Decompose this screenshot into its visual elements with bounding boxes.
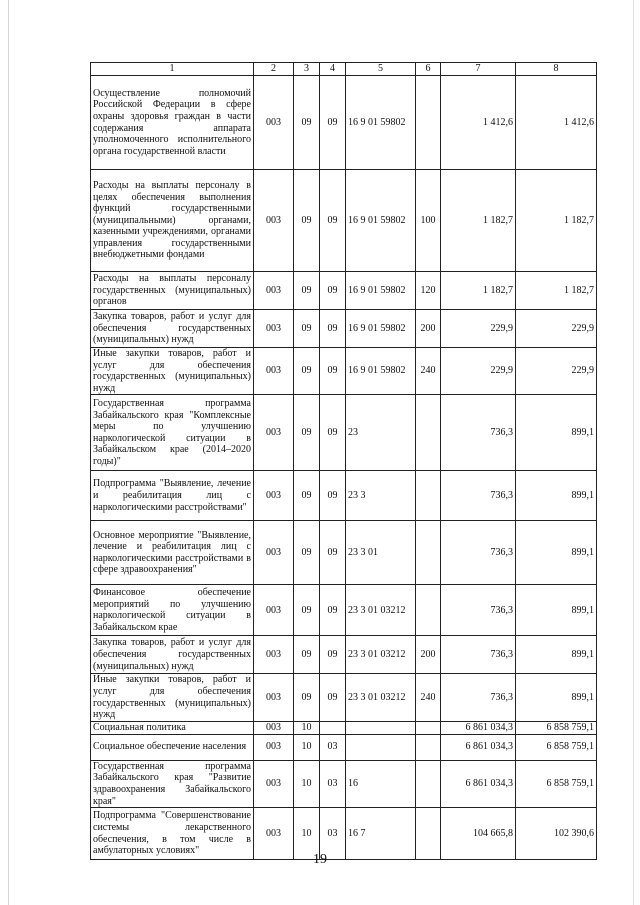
row-amount-2: 1 412,6 xyxy=(516,76,597,170)
row-target-article: 23 3 01 xyxy=(346,521,416,585)
table-row xyxy=(91,521,597,585)
row-code: 003 xyxy=(254,808,294,860)
table-row xyxy=(91,272,597,310)
row-subsection: 09 xyxy=(320,170,346,272)
table-row xyxy=(91,76,597,170)
row-code: 003 xyxy=(254,636,294,674)
row-expense-type xyxy=(416,76,441,170)
row-expense-type: 240 xyxy=(416,348,441,395)
row-target-article: 23 xyxy=(346,395,416,471)
row-amount-2: 899,1 xyxy=(516,521,597,585)
row-subsection: 09 xyxy=(320,636,346,674)
row-name: Подпрограмма "Выявление, лечение и реабилитация лиц с наркологическими расстройствами" xyxy=(91,471,254,521)
table-row xyxy=(91,395,597,471)
table-row xyxy=(91,636,597,674)
table-row xyxy=(91,170,597,272)
header-cell-2: 2 xyxy=(254,63,294,76)
row-section: 09 xyxy=(294,395,320,471)
row-name: Государственная программа Забайкальского края "Развитие здравоохранения Забайкальского края" xyxy=(91,760,254,807)
row-target-article: 23 3 01 03212 xyxy=(346,636,416,674)
row-section: 09 xyxy=(294,636,320,674)
header-cell-5: 5 xyxy=(346,63,416,76)
header-cell-4: 4 xyxy=(320,63,346,76)
header-cell-8: 8 xyxy=(516,63,597,76)
table-row xyxy=(91,734,597,760)
row-amount-2: 229,9 xyxy=(516,348,597,395)
table-row xyxy=(91,721,597,734)
row-section: 09 xyxy=(294,310,320,348)
row-amount-2: 102 390,6 xyxy=(516,808,597,860)
table-row xyxy=(91,674,597,721)
row-target-article: 23 3 01 03212 xyxy=(346,674,416,721)
row-name: Социальная политика xyxy=(91,721,254,734)
table-row xyxy=(91,348,597,395)
table-header-row xyxy=(91,63,597,76)
row-name: Закупка товаров, работ и услуг для обеспечения государственных (муниципальных) нужд xyxy=(91,636,254,674)
row-code: 003 xyxy=(254,170,294,272)
row-expense-type xyxy=(416,734,441,760)
row-name: Государственная программа Забайкальского края "Комплексные меры по улучшению наркологической ситуации в Забайкальском крае (2014–2020 годы)" xyxy=(91,395,254,471)
row-section: 09 xyxy=(294,674,320,721)
row-name: Иные закупки товаров, работ и услуг для обеспечения государственных (муниципальных) нужд xyxy=(91,348,254,395)
row-section: 09 xyxy=(294,585,320,636)
page-edge-right xyxy=(633,0,634,905)
header-cell-7: 7 xyxy=(441,63,516,76)
row-amount-2: 6 858 759,1 xyxy=(516,721,597,734)
row-subsection: 09 xyxy=(320,310,346,348)
row-subsection: 03 xyxy=(320,760,346,807)
row-subsection: 09 xyxy=(320,674,346,721)
row-code: 003 xyxy=(254,760,294,807)
row-amount-1: 736,3 xyxy=(441,395,516,471)
row-code: 003 xyxy=(254,348,294,395)
table-row xyxy=(91,585,597,636)
row-section: 09 xyxy=(294,76,320,170)
row-amount-2: 6 858 759,1 xyxy=(516,734,597,760)
row-target-article: 16 xyxy=(346,760,416,807)
row-target-article: 23 3 01 03212 xyxy=(346,585,416,636)
row-target-article xyxy=(346,734,416,760)
row-name: Закупка товаров, работ и услуг для обеспечения государственных (муниципальных) нужд xyxy=(91,310,254,348)
row-section: 10 xyxy=(294,721,320,734)
row-subsection: 03 xyxy=(320,808,346,860)
row-target-article: 16 9 01 59802 xyxy=(346,348,416,395)
row-amount-2: 899,1 xyxy=(516,636,597,674)
table-row xyxy=(91,760,597,807)
row-code: 003 xyxy=(254,471,294,521)
row-section: 09 xyxy=(294,521,320,585)
budget-table xyxy=(90,62,597,860)
row-expense-type xyxy=(416,521,441,585)
row-amount-1: 736,3 xyxy=(441,636,516,674)
header-cell-6: 6 xyxy=(416,63,441,76)
row-amount-2: 899,1 xyxy=(516,395,597,471)
row-name: Подпрограмма "Совершенствование системы лекарственного обеспечения, в том числе в амбулаторных условиях" xyxy=(91,808,254,860)
row-amount-1: 736,3 xyxy=(441,471,516,521)
row-amount-2: 229,9 xyxy=(516,310,597,348)
row-name: Социальное обеспечение населения xyxy=(91,734,254,760)
row-code: 003 xyxy=(254,585,294,636)
row-target-article: 16 9 01 59802 xyxy=(346,272,416,310)
row-amount-1: 1 412,6 xyxy=(441,76,516,170)
row-name: Осуществление полномочий Российской Федерации в сфере охраны здоровья граждан в части содержания аппарата уполномоченного исполнительного органа государственной власти xyxy=(91,76,254,170)
row-expense-type xyxy=(416,395,441,471)
row-code: 003 xyxy=(254,395,294,471)
row-code: 003 xyxy=(254,721,294,734)
row-amount-1: 229,9 xyxy=(441,310,516,348)
row-name: Основное мероприятие "Выявление, лечение и реабилитация лиц с наркологическими расстройствами в сфере здравоохранения" xyxy=(91,521,254,585)
row-subsection: 09 xyxy=(320,272,346,310)
row-amount-1: 736,3 xyxy=(441,521,516,585)
row-amount-2: 899,1 xyxy=(516,585,597,636)
row-code: 003 xyxy=(254,310,294,348)
row-amount-2: 1 182,7 xyxy=(516,272,597,310)
row-expense-type xyxy=(416,585,441,636)
row-amount-2: 6 858 759,1 xyxy=(516,760,597,807)
row-code: 003 xyxy=(254,674,294,721)
row-subsection: 09 xyxy=(320,521,346,585)
row-code: 003 xyxy=(254,272,294,310)
row-subsection: 09 xyxy=(320,76,346,170)
row-amount-2: 1 182,7 xyxy=(516,170,597,272)
row-expense-type xyxy=(416,721,441,734)
row-amount-1: 1 182,7 xyxy=(441,272,516,310)
row-amount-1: 6 861 034,3 xyxy=(441,760,516,807)
row-amount-1: 229,9 xyxy=(441,348,516,395)
row-amount-1: 736,3 xyxy=(441,585,516,636)
row-section: 09 xyxy=(294,471,320,521)
row-section: 10 xyxy=(294,808,320,860)
row-amount-1: 1 182,7 xyxy=(441,170,516,272)
table-row xyxy=(91,471,597,521)
row-target-article: 16 7 xyxy=(346,808,416,860)
row-subsection xyxy=(320,721,346,734)
row-amount-2: 899,1 xyxy=(516,471,597,521)
row-code: 003 xyxy=(254,734,294,760)
row-section: 10 xyxy=(294,734,320,760)
row-name: Финансовое обеспечение мероприятий по улучшению наркологической ситуации в Забайкальском крае xyxy=(91,585,254,636)
row-code: 003 xyxy=(254,521,294,585)
row-subsection: 09 xyxy=(320,471,346,521)
row-section: 09 xyxy=(294,170,320,272)
row-subsection: 09 xyxy=(320,585,346,636)
row-name: Расходы на выплаты персоналу государственных (муниципальных) органов xyxy=(91,272,254,310)
row-amount-2: 899,1 xyxy=(516,674,597,721)
header-cell-3: 3 xyxy=(294,63,320,76)
table-row xyxy=(91,310,597,348)
row-amount-1: 104 665,8 xyxy=(441,808,516,860)
row-section: 09 xyxy=(294,272,320,310)
row-subsection: 03 xyxy=(320,734,346,760)
row-expense-type xyxy=(416,471,441,521)
row-amount-1: 6 861 034,3 xyxy=(441,721,516,734)
row-target-article: 16 9 01 59802 xyxy=(346,170,416,272)
row-subsection: 09 xyxy=(320,395,346,471)
row-expense-type: 120 xyxy=(416,272,441,310)
row-target-article: 16 9 01 59802 xyxy=(346,310,416,348)
row-name: Расходы на выплаты персоналу в целях обеспечения выполнения функций государственными (муниципальными) органами, казенными учреждениями, органами управления государственными внебюджетными фондами xyxy=(91,170,254,272)
row-section: 10 xyxy=(294,760,320,807)
header-cell-1: 1 xyxy=(91,63,254,76)
row-expense-type xyxy=(416,760,441,807)
row-target-article xyxy=(346,721,416,734)
row-expense-type: 240 xyxy=(416,674,441,721)
row-code: 003 xyxy=(254,76,294,170)
row-target-article: 16 9 01 59802 xyxy=(346,76,416,170)
row-target-article: 23 3 xyxy=(346,471,416,521)
row-name: Иные закупки товаров, работ и услуг для обеспечения государственных (муниципальных) нужд xyxy=(91,674,254,721)
page-edge-left xyxy=(8,0,9,905)
page-number: 19 xyxy=(313,852,327,867)
row-expense-type: 200 xyxy=(416,636,441,674)
row-subsection: 09 xyxy=(320,348,346,395)
row-expense-type: 100 xyxy=(416,170,441,272)
row-amount-1: 6 861 034,3 xyxy=(441,734,516,760)
row-expense-type: 200 xyxy=(416,310,441,348)
row-amount-1: 736,3 xyxy=(441,674,516,721)
row-section: 09 xyxy=(294,348,320,395)
